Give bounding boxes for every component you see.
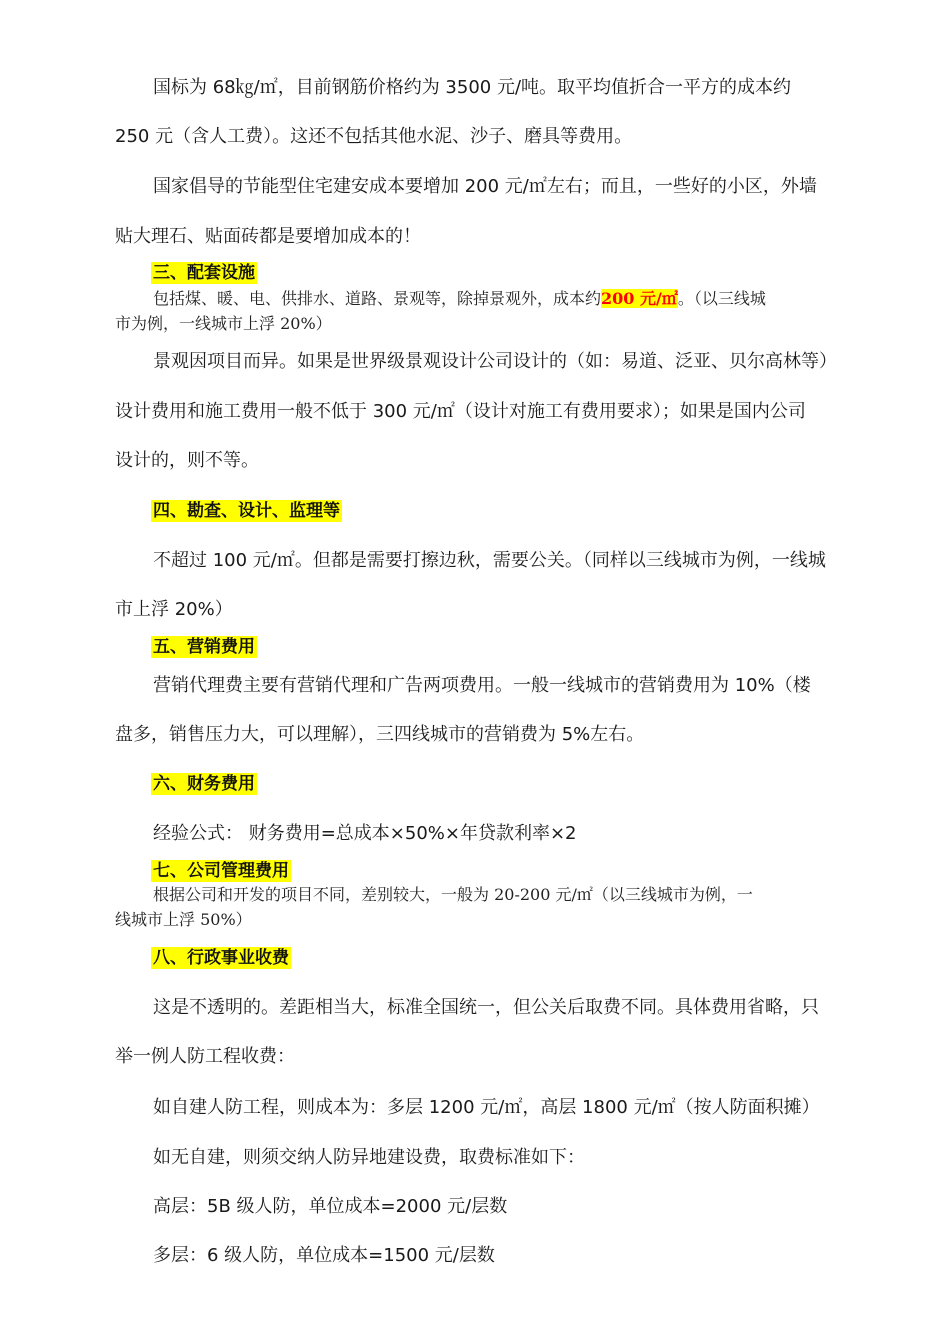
paragraph-text: 包括煤、暖、电、供排水、道路、景观等，除掉景观外，成本约 <box>153 289 602 308</box>
paragraph-line: 根据公司和开发的项目不同，差别较大，一般为 20-200 元/㎡（以三线城市为例，一 <box>153 885 753 904</box>
paragraph-line: 高层：5B 级人防，单位成本=2000 元/层数 <box>153 1196 508 1217</box>
section-heading: 五、营销费用 <box>153 637 255 657</box>
paragraph-line: 多层：6 级人防，单位成本=1500 元/层数 <box>153 1245 495 1266</box>
paragraph-line: 市为例，一线城市上浮 20%） <box>115 314 332 333</box>
paragraph-line: 举一例人防工程收费： <box>115 1046 295 1067</box>
paragraph-line: 如自建人防工程，则成本为：多层 1200 元/㎡，高层 1800 元/㎡（按人防面积摊） <box>153 1097 820 1118</box>
section-heading: 三、配套设施 <box>153 263 255 283</box>
paragraph-line: 设计费用和施工费用一般不低于 300 元/㎡（设计对施工有费用要求）；如果是国内公司 <box>115 401 806 422</box>
paragraph-line: 这是不透明的。差距相当大，标准全国统一，但公关后取费不同。具体费用省略，只 <box>153 997 819 1018</box>
paragraph-line: 设计的，则不等。 <box>115 450 259 471</box>
paragraph-line: 市上浮 20%） <box>115 599 233 620</box>
paragraph-line: 景观因项目而异。如果是世界级景观设计公司设计的（如：易道、泛亚、贝尔高林等） <box>153 351 837 372</box>
paragraph-line: 经验公式： 财务费用=总成本×50%×年贷款利率×2 <box>153 823 577 844</box>
section-heading: 四、勘查、设计、监理等 <box>153 501 340 521</box>
paragraph-line: 250 元（含人工费）。这还不包括其他水泥、沙子、磨具等费用。 <box>115 126 633 147</box>
section-heading: 六、财务费用 <box>153 774 255 794</box>
paragraph-line: 不超过 100 元/㎡。但都是需要打擦边秋，需要公关。（同样以三线城市为例，一线城 <box>153 550 826 571</box>
paragraph-line: 营销代理费主要有营销代理和广告两项费用。一般一线城市的营销费用为 10%（楼 <box>153 675 811 696</box>
paragraph-line: 国标为 68㎏/㎡，目前钢筋价格约为 3500 元/吨。取平均值折合一平方的成本约 <box>153 77 792 98</box>
section-heading: 七、公司管理费用 <box>153 861 289 881</box>
paragraph-text: 。（以三线城 <box>677 289 766 308</box>
paragraph-line: 线城市上浮 50%） <box>115 910 252 929</box>
paragraph-line: 如无自建，则须交纳人防异地建设费，取费标准如下： <box>153 1147 585 1168</box>
section-heading: 八、行政事业收费 <box>153 948 289 968</box>
paragraph-line: 盘多，销售压力大，可以理解），三四线城市的营销费为 5%左右。 <box>115 724 645 745</box>
paragraph-line: 国家倡导的节能型住宅建安成本要增加 200 元/㎡左右；而且，一些好的小区，外墙 <box>153 176 817 197</box>
highlighted-value: 200 元/㎡ <box>601 289 678 308</box>
paragraph-line: 贴大理石、贴面砖都是要增加成本的！ <box>115 226 421 247</box>
paragraph-line <box>153 288 766 310</box>
